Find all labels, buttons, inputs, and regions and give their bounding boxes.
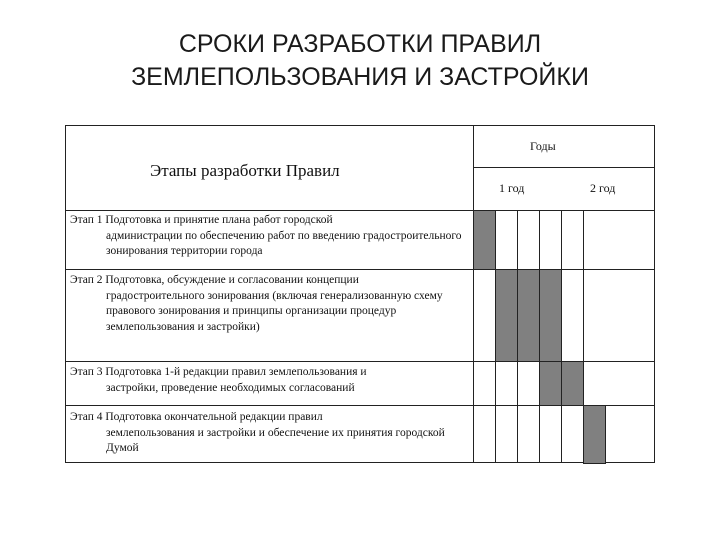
stage-row-3 [70,365,465,396]
header-year-1: 1 год [499,181,525,195]
gantt-bar [495,269,518,362]
table-border-top [65,125,655,126]
table-border-right [654,125,655,463]
stage-3-description: застройки, проведение необходимых согласований [106,381,355,394]
stage-row-1 [70,213,465,260]
stage-row-4 [70,410,465,457]
gantt-bar [539,361,562,406]
stage-3-title: Этап 3 Подготовка 1-й редакции правил землепользования и [70,366,367,378]
stage-4-description: землепользования и застройки и обеспечение их принятия городской Думой [106,426,445,454]
row-divider [65,269,655,270]
stage-row-2 [70,273,465,335]
stage-1-description: администрации по обеспечению работ по введению градостроительного зонирования территории города [106,229,462,257]
column-divider [473,125,474,463]
header-stages: Этапы разработки Правил [150,161,340,180]
gantt-bar [583,405,606,464]
page-title [0,28,720,94]
stage-1-title: Этап 1 Подготовка и принятие плана работ городской [70,214,333,226]
gantt-bar [517,269,540,362]
stage-2-title: Этап 2 Подготовка, обсуждение и согласовании концепции [70,274,359,286]
table-border-bottom [65,462,655,463]
header-years: Годы [530,139,556,153]
gantt-bar [561,361,584,406]
gantt-bar [473,210,496,270]
header-divider [65,210,655,211]
title-line-1: СРОКИ РАЗРАБОТКИ ПРАВИЛ [178,30,542,58]
stage-2-description: градостроительного зонирования (включая генерализованную схему правового зонирования и принципы организации процедур землепользования и застройки) [106,289,443,333]
years-divider [473,167,655,168]
title-line-2: ЗЕМЛЕПОЛЬЗОВАНИЯ И ЗАСТРОЙКИ [131,63,589,91]
stage-4-title: Этап 4 Подготовка окончательной редакции правил [70,411,323,423]
header-year-2: 2 год [590,181,616,195]
gantt-bar [539,269,562,362]
schedule-table [65,125,655,463]
table-border-left [65,125,66,463]
